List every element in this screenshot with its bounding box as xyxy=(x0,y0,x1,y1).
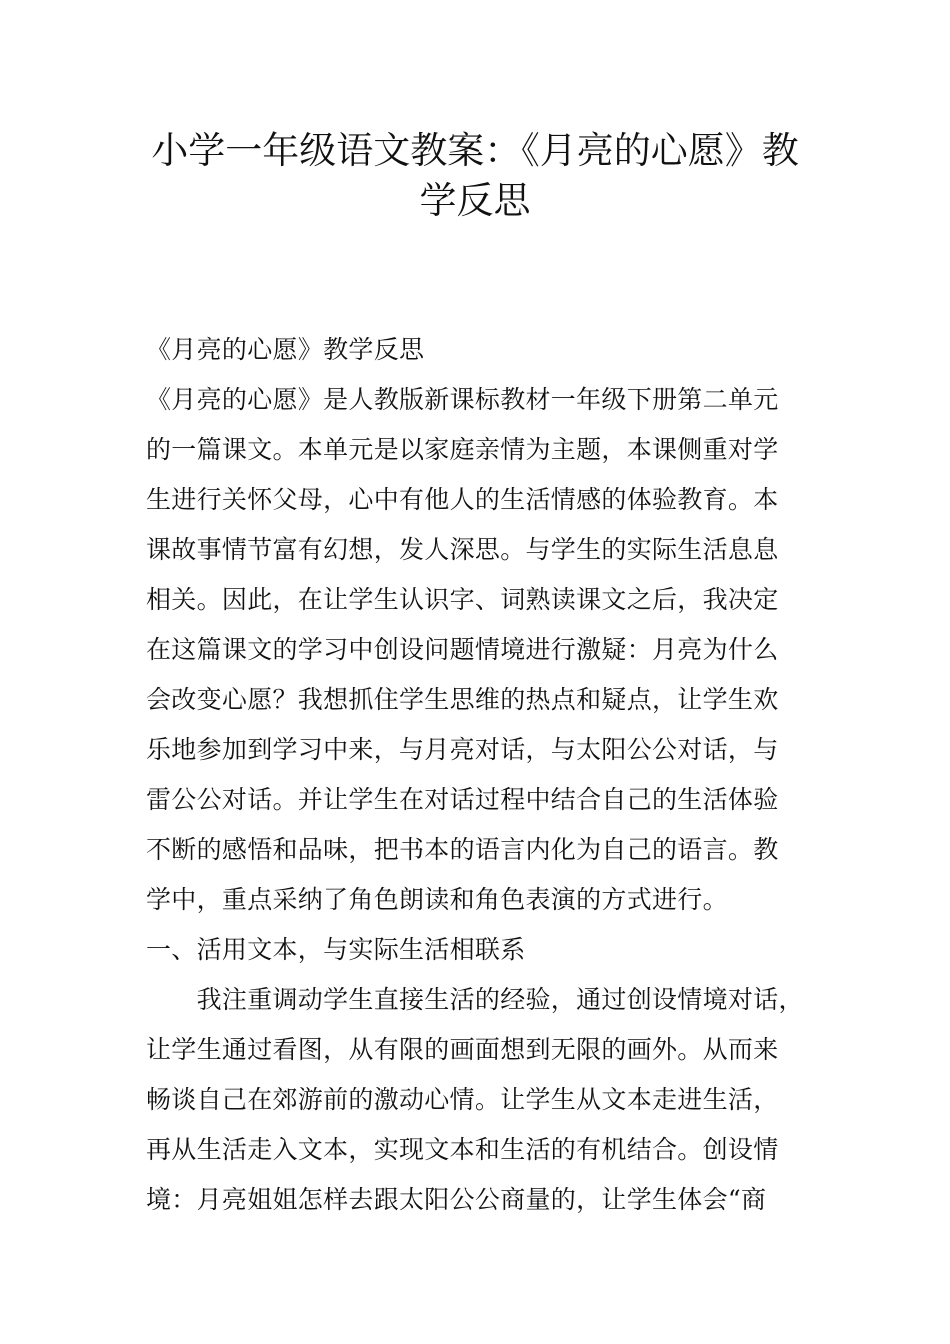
body-line: 学中，重点采纳了角色朗读和角色表演的方式进行。 xyxy=(146,885,728,914)
body-line: 境：月亮姐姐怎样去跟太阳公公商量的，让学生体会“商 xyxy=(146,1185,767,1214)
body-line: 雷公公对话。并让学生在对话过程中结合自己的生活体验 xyxy=(146,785,779,814)
document-title-line-2: 学反思 xyxy=(419,179,531,222)
body-line: 会改变心愿？我想抓住学生思维的热点和疑点，让学生欢 xyxy=(146,685,779,714)
body-line: 乐地参加到学习中来，与月亮对话，与太阳公公对话，与 xyxy=(146,735,779,764)
body-line: 在这篇课文的学习中创设问题情境进行激疑：月亮为什么 xyxy=(146,635,779,664)
body-line: 不断的感悟和品味，把书本的语言内化为自己的语言。教 xyxy=(146,835,779,864)
body-line: 我注重调动学生直接生活的经验，通过创设情境对话， xyxy=(146,985,804,1014)
document-title-line-1: 小学一年级语文教案：《月亮的心愿》教 xyxy=(151,129,799,172)
body-line: 课故事情节富有幻想，发人深思。与学生的实际生活息息 xyxy=(146,535,779,564)
body-line: 再从生活走入文本，实现文本和生活的有机结合。创设情 xyxy=(146,1135,779,1164)
body-line: 生进行关怀父母，心中有他人的生活情感的体验教育。本 xyxy=(146,485,779,514)
body-line: 相关。因此，在让学生认识字、词熟读课文之后，我决定 xyxy=(146,585,779,614)
body-line: 让学生通过看图，从有限的画面想到无限的画外。从而来 xyxy=(146,1035,779,1064)
body-line: 畅谈自己在郊游前的激动心情。让学生从文本走进生活， xyxy=(146,1085,779,1114)
body-line: 的一篇课文。本单元是以家庭亲情为主题，本课侧重对学 xyxy=(146,435,779,464)
body-line: 《月亮的心愿》是人教版新课标教材一年级下册第二单元 xyxy=(146,385,779,414)
section-heading: 一、活用文本，与实际生活相联系 xyxy=(146,935,526,964)
section-heading: 《月亮的心愿》教学反思 xyxy=(146,335,425,364)
